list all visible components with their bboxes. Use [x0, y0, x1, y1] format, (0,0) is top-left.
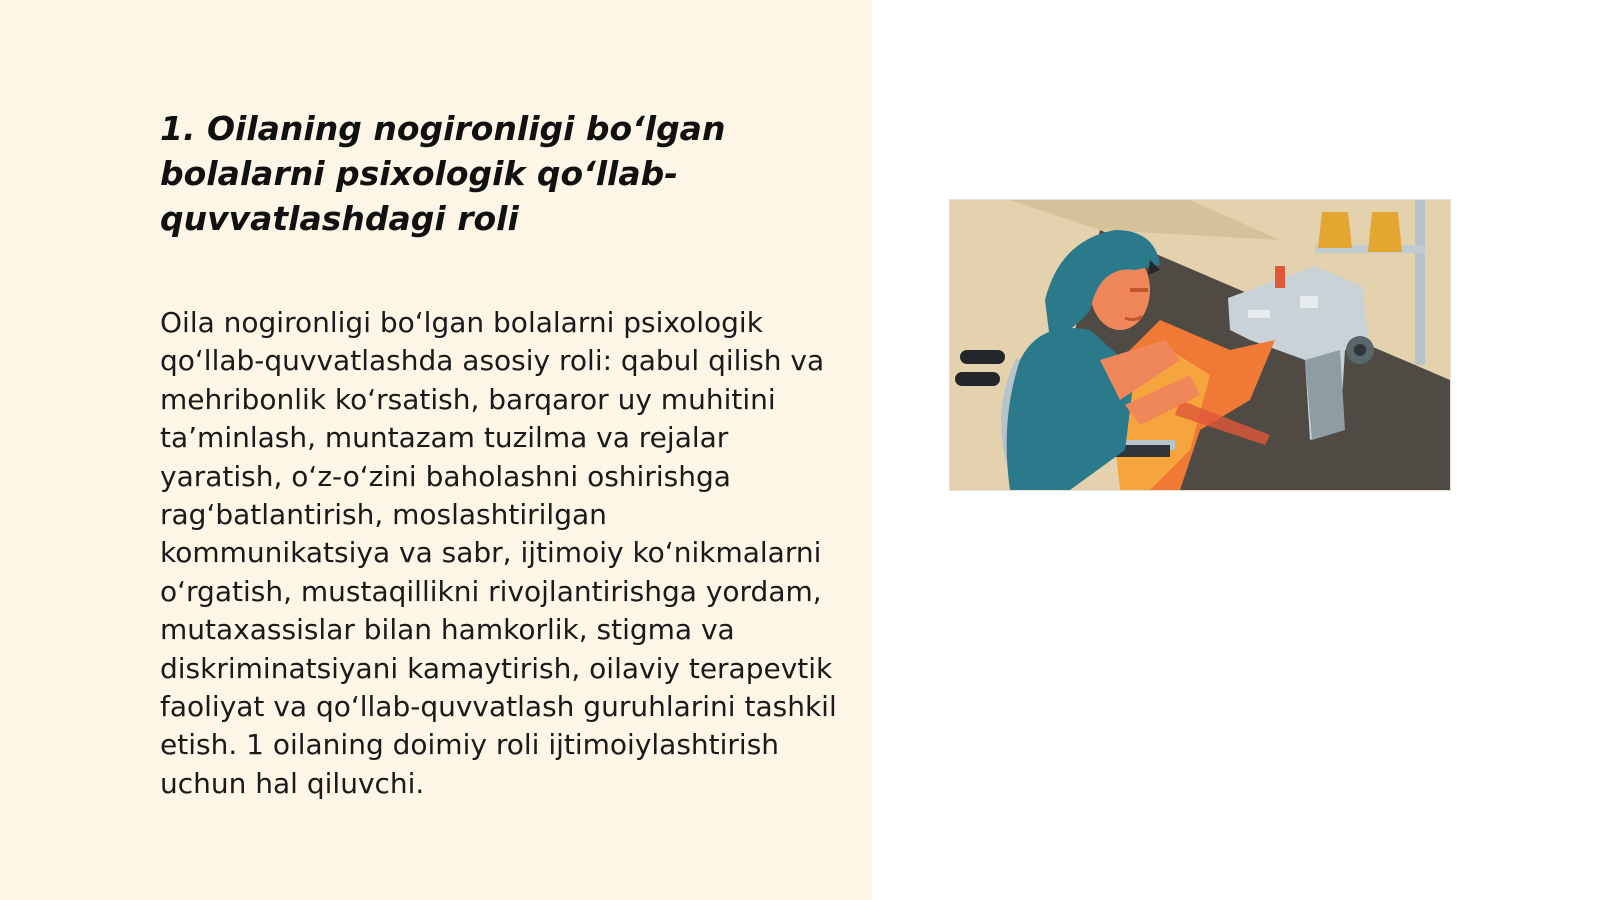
slide-title: 1. Oilaning nogironligi bo‘lgan bolalarni psixologik qo‘llab-quvvatlashdagi roli [160, 109, 726, 238]
slide-body: Oila nogironligi bo‘lgan bolalarni psixologik qo‘llab-quvvatlashda asosiy roli: qabul qilish va mehribonlik ko‘rsatish, barqaror uy muhitini ta’minlash, muntazam tuzilma va rejalar yaratish, o‘z-o‘zini baholashni oshirishga rag‘batlantirish, moslashtirilgan kommunikatsiya va sabr, ijtimoiy ko‘nikmalarni o‘rgatish, mustaqillikni rivojlantirishga yordam, mutaxassislar bilan hamkorlik, stigma va diskriminatsiyani kamaytirish, oilaviy terapevtik faoliyat va qo‘llab-quvvatlash guruhlarini tashkil etish. 1 oilaning doimiy roli ijtimoiylashtirish uchun hal qiluvchi. [160, 306, 837, 800]
sewing-illustration [950, 200, 1450, 490]
woman-sewing-icon [950, 200, 1450, 490]
